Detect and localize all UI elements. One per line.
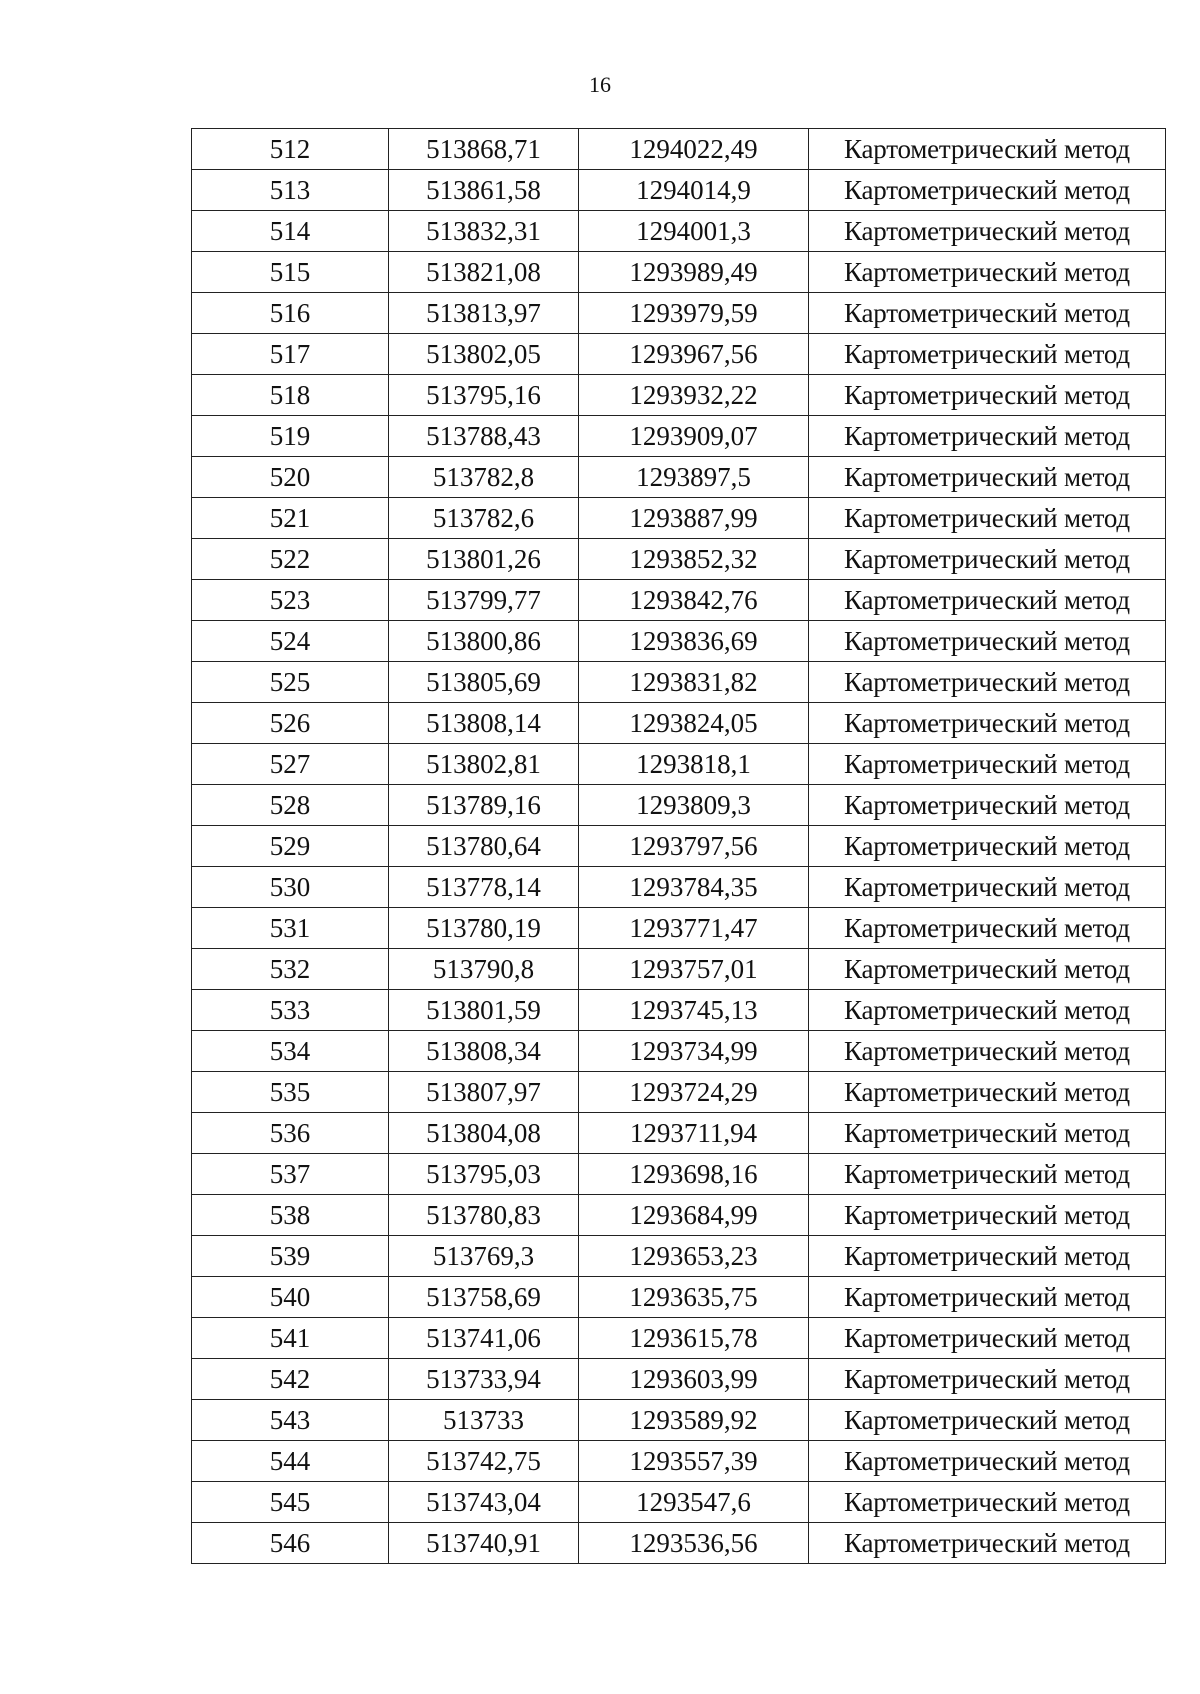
y-coordinate-cell: 1293979,59 xyxy=(579,293,809,334)
method-cell: Картометрический метод xyxy=(809,785,1166,826)
x-coordinate-cell: 513780,19 xyxy=(389,908,579,949)
method-cell: Картометрический метод xyxy=(809,170,1166,211)
x-coordinate-cell: 513790,8 xyxy=(389,949,579,990)
y-coordinate-cell: 1293784,35 xyxy=(579,867,809,908)
point-number-cell: 537 xyxy=(192,1154,389,1195)
table-row xyxy=(192,457,1166,498)
x-coordinate-cell: 513733,94 xyxy=(389,1359,579,1400)
table-row xyxy=(192,826,1166,867)
method-cell: Картометрический метод xyxy=(809,539,1166,580)
point-number-cell: 528 xyxy=(192,785,389,826)
table-row xyxy=(192,539,1166,580)
table-row xyxy=(192,1195,1166,1236)
table-row xyxy=(192,1482,1166,1523)
x-coordinate-cell: 513801,59 xyxy=(389,990,579,1031)
y-coordinate-cell: 1293757,01 xyxy=(579,949,809,990)
method-cell: Картометрический метод xyxy=(809,129,1166,170)
y-coordinate-cell: 1293771,47 xyxy=(579,908,809,949)
table-row xyxy=(192,375,1166,416)
x-coordinate-cell: 513742,75 xyxy=(389,1441,579,1482)
y-coordinate-cell: 1293536,56 xyxy=(579,1523,809,1564)
method-cell: Картометрический метод xyxy=(809,1523,1166,1564)
x-coordinate-cell: 513782,8 xyxy=(389,457,579,498)
method-cell: Картометрический метод xyxy=(809,1359,1166,1400)
x-coordinate-cell: 513807,97 xyxy=(389,1072,579,1113)
point-number-cell: 534 xyxy=(192,1031,389,1072)
point-number-cell: 533 xyxy=(192,990,389,1031)
x-coordinate-cell: 513808,14 xyxy=(389,703,579,744)
y-coordinate-cell: 1293932,22 xyxy=(579,375,809,416)
point-number-cell: 532 xyxy=(192,949,389,990)
method-cell: Картометрический метод xyxy=(809,1031,1166,1072)
point-number-cell: 541 xyxy=(192,1318,389,1359)
point-number-cell: 538 xyxy=(192,1195,389,1236)
method-cell: Картометрический метод xyxy=(809,949,1166,990)
point-number-cell: 544 xyxy=(192,1441,389,1482)
method-cell: Картометрический метод xyxy=(809,662,1166,703)
y-coordinate-cell: 1293745,13 xyxy=(579,990,809,1031)
table-row xyxy=(192,416,1166,457)
x-coordinate-cell: 513802,81 xyxy=(389,744,579,785)
x-coordinate-cell: 513741,06 xyxy=(389,1318,579,1359)
table-row xyxy=(192,1359,1166,1400)
table-row xyxy=(192,908,1166,949)
method-cell: Картометрический метод xyxy=(809,1236,1166,1277)
point-number-cell: 523 xyxy=(192,580,389,621)
x-coordinate-cell: 513800,86 xyxy=(389,621,579,662)
point-number-cell: 516 xyxy=(192,293,389,334)
point-number-cell: 539 xyxy=(192,1236,389,1277)
method-cell: Картометрический метод xyxy=(809,1072,1166,1113)
y-coordinate-cell: 1294014,9 xyxy=(579,170,809,211)
table-row xyxy=(192,1400,1166,1441)
method-cell: Картометрический метод xyxy=(809,1195,1166,1236)
method-cell: Картометрический метод xyxy=(809,1154,1166,1195)
x-coordinate-cell: 513743,04 xyxy=(389,1482,579,1523)
method-cell: Картометрический метод xyxy=(809,703,1166,744)
method-cell: Картометрический метод xyxy=(809,1400,1166,1441)
y-coordinate-cell: 1293734,99 xyxy=(579,1031,809,1072)
y-coordinate-cell: 1293698,16 xyxy=(579,1154,809,1195)
table-row xyxy=(192,129,1166,170)
point-number-cell: 514 xyxy=(192,211,389,252)
page-number: 16 xyxy=(589,72,611,97)
y-coordinate-cell: 1293711,94 xyxy=(579,1113,809,1154)
y-coordinate-cell: 1293842,76 xyxy=(579,580,809,621)
y-coordinate-cell: 1293824,05 xyxy=(579,703,809,744)
point-number-cell: 546 xyxy=(192,1523,389,1564)
table-row xyxy=(192,621,1166,662)
point-number-cell: 543 xyxy=(192,1400,389,1441)
point-number-cell: 524 xyxy=(192,621,389,662)
x-coordinate-cell: 513795,16 xyxy=(389,375,579,416)
method-cell: Картометрический метод xyxy=(809,416,1166,457)
x-coordinate-cell: 513804,08 xyxy=(389,1113,579,1154)
x-coordinate-cell: 513832,31 xyxy=(389,211,579,252)
x-coordinate-cell: 513780,83 xyxy=(389,1195,579,1236)
point-number-cell: 521 xyxy=(192,498,389,539)
y-coordinate-cell: 1293989,49 xyxy=(579,252,809,293)
point-number-cell: 531 xyxy=(192,908,389,949)
method-cell: Картометрический метод xyxy=(809,867,1166,908)
x-coordinate-cell: 513808,34 xyxy=(389,1031,579,1072)
table-row xyxy=(192,867,1166,908)
table-row xyxy=(192,211,1166,252)
method-cell: Картометрический метод xyxy=(809,375,1166,416)
point-number-cell: 515 xyxy=(192,252,389,293)
point-number-cell: 520 xyxy=(192,457,389,498)
table-row xyxy=(192,1277,1166,1318)
y-coordinate-cell: 1293589,92 xyxy=(579,1400,809,1441)
method-cell: Картометрический метод xyxy=(809,621,1166,662)
x-coordinate-cell: 513799,77 xyxy=(389,580,579,621)
y-coordinate-cell: 1293547,6 xyxy=(579,1482,809,1523)
table-row xyxy=(192,1072,1166,1113)
point-number-cell: 529 xyxy=(192,826,389,867)
x-coordinate-cell: 513758,69 xyxy=(389,1277,579,1318)
x-coordinate-cell: 513802,05 xyxy=(389,334,579,375)
table-row xyxy=(192,949,1166,990)
coordinates-table-body xyxy=(192,129,1166,1564)
table-row xyxy=(192,1031,1166,1072)
table-row xyxy=(192,1236,1166,1277)
point-number-cell: 535 xyxy=(192,1072,389,1113)
table-row xyxy=(192,498,1166,539)
method-cell: Картометрический метод xyxy=(809,457,1166,498)
x-coordinate-cell: 513769,3 xyxy=(389,1236,579,1277)
y-coordinate-cell: 1293635,75 xyxy=(579,1277,809,1318)
table-row xyxy=(192,785,1166,826)
method-cell: Картометрический метод xyxy=(809,252,1166,293)
x-coordinate-cell: 513789,16 xyxy=(389,785,579,826)
point-number-cell: 542 xyxy=(192,1359,389,1400)
x-coordinate-cell: 513813,97 xyxy=(389,293,579,334)
point-number-cell: 522 xyxy=(192,539,389,580)
table-row xyxy=(192,1318,1166,1359)
y-coordinate-cell: 1293909,07 xyxy=(579,416,809,457)
y-coordinate-cell: 1293836,69 xyxy=(579,621,809,662)
table-row xyxy=(192,293,1166,334)
y-coordinate-cell: 1294001,3 xyxy=(579,211,809,252)
y-coordinate-cell: 1293603,99 xyxy=(579,1359,809,1400)
y-coordinate-cell: 1293818,1 xyxy=(579,744,809,785)
y-coordinate-cell: 1293797,56 xyxy=(579,826,809,867)
y-coordinate-cell: 1293897,5 xyxy=(579,457,809,498)
method-cell: Картометрический метод xyxy=(809,1277,1166,1318)
table-row xyxy=(192,744,1166,785)
x-coordinate-cell: 513778,14 xyxy=(389,867,579,908)
x-coordinate-cell: 513795,03 xyxy=(389,1154,579,1195)
table-row xyxy=(192,703,1166,744)
coordinates-table xyxy=(191,128,1166,1564)
point-number-cell: 536 xyxy=(192,1113,389,1154)
x-coordinate-cell: 513788,43 xyxy=(389,416,579,457)
point-number-cell: 519 xyxy=(192,416,389,457)
table-row xyxy=(192,580,1166,621)
method-cell: Картометрический метод xyxy=(809,1482,1166,1523)
point-number-cell: 513 xyxy=(192,170,389,211)
x-coordinate-cell: 513868,71 xyxy=(389,129,579,170)
table-row xyxy=(192,1523,1166,1564)
y-coordinate-cell: 1294022,49 xyxy=(579,129,809,170)
point-number-cell: 545 xyxy=(192,1482,389,1523)
method-cell: Картометрический метод xyxy=(809,990,1166,1031)
table-row xyxy=(192,1113,1166,1154)
method-cell: Картометрический метод xyxy=(809,498,1166,539)
x-coordinate-cell: 513805,69 xyxy=(389,662,579,703)
method-cell: Картометрический метод xyxy=(809,580,1166,621)
method-cell: Картометрический метод xyxy=(809,1318,1166,1359)
x-coordinate-cell: 513733 xyxy=(389,1400,579,1441)
method-cell: Картометрический метод xyxy=(809,744,1166,785)
table-row xyxy=(192,252,1166,293)
y-coordinate-cell: 1293887,99 xyxy=(579,498,809,539)
point-number-cell: 517 xyxy=(192,334,389,375)
table-row xyxy=(192,662,1166,703)
table-row xyxy=(192,990,1166,1031)
method-cell: Картометрический метод xyxy=(809,1441,1166,1482)
method-cell: Картометрический метод xyxy=(809,826,1166,867)
y-coordinate-cell: 1293724,29 xyxy=(579,1072,809,1113)
y-coordinate-cell: 1293653,23 xyxy=(579,1236,809,1277)
point-number-cell: 518 xyxy=(192,375,389,416)
y-coordinate-cell: 1293557,39 xyxy=(579,1441,809,1482)
method-cell: Картометрический метод xyxy=(809,334,1166,375)
y-coordinate-cell: 1293684,99 xyxy=(579,1195,809,1236)
point-number-cell: 526 xyxy=(192,703,389,744)
y-coordinate-cell: 1293852,32 xyxy=(579,539,809,580)
point-number-cell: 540 xyxy=(192,1277,389,1318)
point-number-cell: 530 xyxy=(192,867,389,908)
y-coordinate-cell: 1293831,82 xyxy=(579,662,809,703)
y-coordinate-cell: 1293809,3 xyxy=(579,785,809,826)
x-coordinate-cell: 513780,64 xyxy=(389,826,579,867)
table-row xyxy=(192,1154,1166,1195)
point-number-cell: 527 xyxy=(192,744,389,785)
x-coordinate-cell: 513861,58 xyxy=(389,170,579,211)
x-coordinate-cell: 513821,08 xyxy=(389,252,579,293)
y-coordinate-cell: 1293967,56 xyxy=(579,334,809,375)
point-number-cell: 525 xyxy=(192,662,389,703)
table-row xyxy=(192,1441,1166,1482)
method-cell: Картометрический метод xyxy=(809,908,1166,949)
point-number-cell: 512 xyxy=(192,129,389,170)
method-cell: Картометрический метод xyxy=(809,211,1166,252)
table-row xyxy=(192,170,1166,211)
x-coordinate-cell: 513782,6 xyxy=(389,498,579,539)
method-cell: Картометрический метод xyxy=(809,1113,1166,1154)
x-coordinate-cell: 513740,91 xyxy=(389,1523,579,1564)
method-cell: Картометрический метод xyxy=(809,293,1166,334)
x-coordinate-cell: 513801,26 xyxy=(389,539,579,580)
table-row xyxy=(192,334,1166,375)
y-coordinate-cell: 1293615,78 xyxy=(579,1318,809,1359)
